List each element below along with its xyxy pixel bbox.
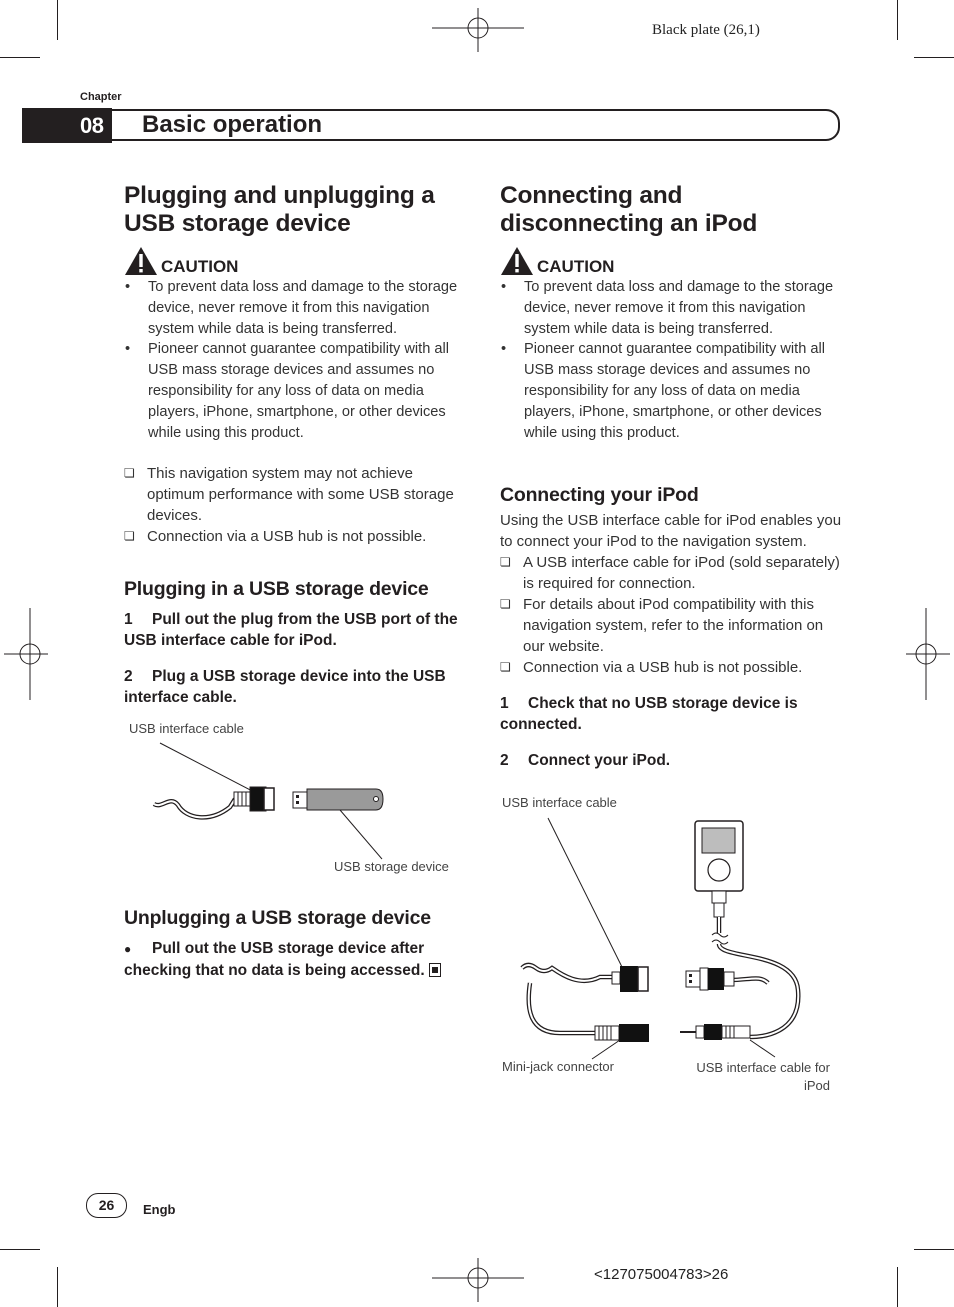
crop-mark <box>914 57 954 58</box>
usb-cable-illustration <box>140 735 400 865</box>
section-title: Plugging and unplugging a USB storage device <box>124 182 435 237</box>
list-item: ❏ For details about iPod compatibility with this navigation system, refer to the information on our website. <box>500 594 842 657</box>
caution-label: CAUTION <box>161 257 239 276</box>
step-2: 2 Connect your iPod. <box>500 752 671 770</box>
right-column <box>500 182 842 771</box>
chapter-label: Chapter <box>80 91 122 103</box>
page-number: 26 <box>86 1193 127 1218</box>
subsection-title: Unplugging a USB storage device <box>124 907 431 929</box>
note-list <box>500 552 842 678</box>
warning-icon <box>124 246 158 276</box>
caution-list <box>500 277 842 443</box>
intro-paragraph: Using the USB interface cable for iPod enables you to connect your iPod to the navigation system. <box>500 512 842 551</box>
list-item: • Pioneer cannot guarantee compatibility with all USB mass storage devices and assumes no responsibility for any loss of data on media players, iPhone, smartphone, or other devices while using this product. <box>500 339 842 443</box>
figure-label-ipod-cable: USB interface cable for iPod <box>696 1060 830 1093</box>
crop-mark <box>57 1267 58 1307</box>
ipod-connection-illustration <box>520 815 820 1060</box>
registration-mark-icon <box>432 1258 524 1302</box>
step-1: 1 Pull out the plug from the USB port of the USB interface cable for iPod. <box>124 611 458 650</box>
crop-mark <box>897 0 898 40</box>
registration-mark-icon <box>906 608 950 700</box>
subsection-title: Connecting your iPod <box>500 484 699 507</box>
figure-label-usb-device: USB storage device <box>334 859 449 874</box>
bullet-dot: ● <box>124 942 132 956</box>
section-title: Connecting and disconnecting an iPod <box>500 182 758 237</box>
list-item: • To prevent data loss and damage to the storage device, never remove it from this navigation system while data is being transferred. <box>124 277 466 339</box>
list-item: ❏ A USB interface cable for iPod (sold separately) is required for connection. <box>500 552 842 594</box>
figure-label-minijack: Mini-jack connector <box>502 1059 614 1074</box>
plate-info: Black plate (26,1) <box>652 22 760 38</box>
list-item: ❏ Connection via a USB hub is not possible. <box>124 526 466 547</box>
registration-mark-icon <box>432 8 524 52</box>
subsection-title: Plugging in a USB storage device <box>124 578 429 601</box>
crop-mark <box>897 1267 898 1307</box>
document-id: <127075004783>26 <box>594 1266 729 1283</box>
step-2: 2 Plug a USB storage device into the USB interface cable. <box>124 668 446 707</box>
list-item: ❏ Connection via a USB hub is not possible. <box>500 657 842 678</box>
language-code: Engb <box>143 1202 176 1217</box>
unplug-step: ● Pull out the USB storage device after checking that no data is being accessed. <box>124 938 469 981</box>
caution-heading <box>124 244 466 276</box>
crop-mark <box>0 57 40 58</box>
list-item: • Pioneer cannot guarantee compatibility with all USB mass storage devices and assumes no responsibility for any loss of data on media players, iPhone, smartphone, or other devices while using this product. <box>124 339 466 443</box>
list-item: • To prevent data loss and damage to the storage device, never remove it from this navigation system while data is being transferred. <box>500 277 842 339</box>
step-1: 1 Check that no USB storage device is connected. <box>500 695 798 734</box>
caution-heading <box>500 244 842 276</box>
crop-mark <box>914 1249 954 1250</box>
figure-label-usb-cable: USB interface cable <box>129 721 244 736</box>
registration-mark-icon <box>4 608 48 700</box>
crop-mark <box>57 0 58 40</box>
caution-list <box>124 277 466 443</box>
chapter-number: 08 <box>22 108 112 143</box>
left-column <box>124 182 466 708</box>
figure-label-usb-cable: USB interface cable <box>502 795 617 810</box>
chapter-title: Basic operation <box>142 111 323 138</box>
note-list <box>124 463 466 547</box>
crop-mark <box>0 1249 40 1250</box>
end-mark-icon <box>429 963 441 977</box>
caution-label: CAUTION <box>537 257 615 276</box>
warning-icon <box>500 246 534 276</box>
unplugging-section <box>124 906 469 981</box>
list-item: ❏ This navigation system may not achieve optimum performance with some USB storage devices. <box>124 463 466 526</box>
